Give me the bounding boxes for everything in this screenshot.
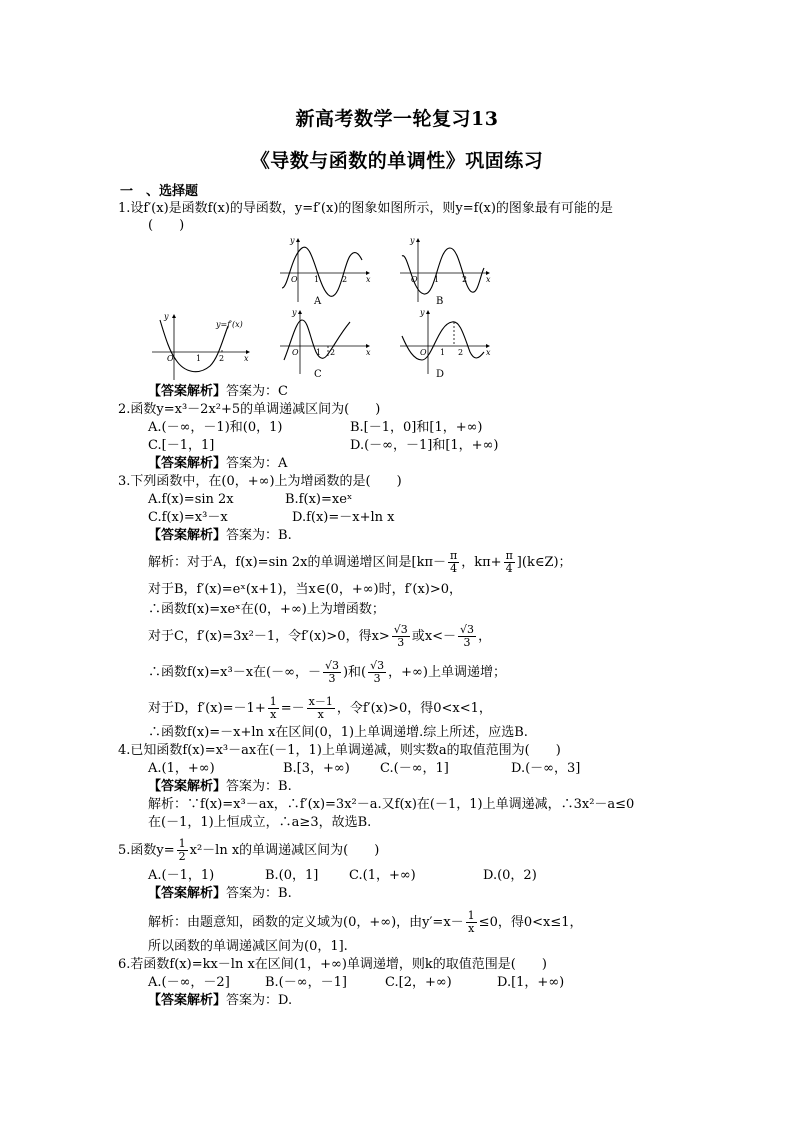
- answer-tag: 【答案解析】: [148, 528, 227, 543]
- q4-stem: 4.已知函数f(x)=x³－ax在(－1，1)上单调递减，则实数a的取值范围为( ): [118, 743, 561, 758]
- q3-answer-text: 答案为：B.: [226, 528, 292, 543]
- q5-answer-text: 答案为：B.: [226, 886, 292, 901]
- text: )和(: [342, 665, 367, 680]
- q2-answer: [148, 455, 287, 472]
- axis-label-x: x: [366, 275, 371, 284]
- numerator: x－1: [308, 695, 333, 708]
- fraction-sqrt3-over-3: [323, 660, 341, 685]
- tick-label-2: 2: [458, 348, 464, 357]
- text: x²－ln x的单调递减区间为( ): [189, 843, 380, 858]
- origin-label: O: [291, 275, 298, 284]
- q4-answer-text: 答案为：B.: [226, 779, 292, 794]
- q2-option-c: C.[－1，1]: [148, 438, 215, 453]
- text: 解析：对于A，f(x)=sin 2x的单调递增区间是[kπ－: [148, 555, 446, 570]
- q3-option-c: C.f(x)=x³－x: [148, 510, 228, 525]
- q2-option-a: A.(－∞，－1)和(0，1): [148, 420, 283, 435]
- fraction-xm1-over-x: [307, 696, 335, 721]
- fraction-1-over-2: [177, 838, 188, 863]
- q4-option-a: A.(1，+∞): [148, 761, 215, 776]
- answer-tag: 【答案解析】: [148, 456, 227, 471]
- origin-label: O: [167, 354, 174, 363]
- q1-paren: ( ): [148, 218, 185, 233]
- tick-label-2: 2: [342, 275, 348, 284]
- q3-solution-d2: ∴函数f(x)=－x+ln x在区间(0，1)上单调递增.综上所述，应选B.: [148, 725, 528, 740]
- text: ≤0，得0<x≤1，: [478, 915, 583, 930]
- answer-tag: 【答案解析】: [148, 993, 227, 1008]
- origin-label: O: [420, 348, 427, 357]
- fraction-1-over-x: [268, 696, 279, 721]
- fraction-sqrt3-over-3: [368, 660, 386, 685]
- title-line-1: 新高考数学一轮复习13: [295, 108, 499, 130]
- q5-stem: [118, 838, 379, 863]
- origin-label: O: [411, 275, 418, 284]
- q1-answer-text: 答案为：C: [226, 384, 288, 399]
- answer-tag: 【答案解析】: [148, 886, 227, 901]
- answer-tag: 【答案解析】: [148, 779, 227, 794]
- graph-given-derivative: [150, 310, 260, 382]
- fraction-pi-over-4: [504, 550, 515, 575]
- fraction-pi-over-4: [448, 550, 459, 575]
- q4-solution-1: 解析：∵f(x)=x³－ax，∴f′(x)=3x²－a.又f(x)在(－1，1)上单调递减，∴3x²－a≤0: [148, 797, 635, 812]
- q4-answer: [148, 778, 292, 795]
- q6-option-d: D.[1，+∞): [497, 975, 565, 990]
- q3-option-d: D.f(x)=－x+ln x: [292, 510, 395, 525]
- q5-solution-1: [148, 910, 583, 935]
- tick-label-1: 1: [314, 275, 320, 284]
- text: 对于C，f′(x)=3x²－1，令f′(x)>0，得x>: [148, 629, 390, 644]
- text: 或x<－: [411, 629, 457, 644]
- q6-option-a: A.(－∞，－2]: [148, 975, 230, 990]
- axis-label-y: y: [290, 236, 295, 245]
- q1-answer: [148, 383, 288, 400]
- q6-stem: 6.若函数f(x)=kx－ln x在区间(1，+∞)单调递增，则k的取值范围是( ): [118, 957, 547, 972]
- text: ，: [478, 629, 492, 644]
- q2-option-d: D.(－∞，－1]和[1，+∞): [350, 438, 499, 453]
- fraction-sqrt3-over-3: [458, 624, 476, 649]
- numerator: 1: [467, 909, 475, 922]
- numerator: √3: [460, 623, 475, 636]
- denominator: x: [468, 922, 475, 935]
- q4-option-b: B.[3，+∞): [283, 761, 350, 776]
- numerator: √3: [370, 659, 385, 672]
- q5-option-d: D.(0，2): [483, 868, 537, 883]
- tick-label-2: 2: [330, 348, 336, 357]
- q4-solution-2: 在(－1，1)上恒成立，∴a≥3，故选B.: [148, 815, 372, 830]
- q2-answer-text: 答案为：A: [226, 456, 288, 471]
- answer-tag: 【答案解析】: [148, 384, 227, 399]
- text: ](k∈Z)；: [516, 555, 572, 570]
- tick-label-1: 1: [316, 348, 322, 357]
- axis-label-y: y: [292, 308, 297, 317]
- q3-solution-c2: [148, 660, 506, 685]
- numerator: 1: [178, 837, 186, 850]
- q1-stem: 1.设f′(x)是函数f(x)的导函数，y=f′(x)的图象如图所示，则y=f(x)的图象最有可能的是: [118, 201, 613, 216]
- given-curve-label: y=f′(x): [216, 320, 243, 329]
- title-line-2: 《导数与函数的单调性》巩固练习: [250, 150, 544, 172]
- q3-solution-a: [148, 550, 572, 575]
- denominator: x: [270, 708, 277, 721]
- axis-label-x: x: [486, 348, 491, 357]
- origin-label: O: [292, 348, 299, 357]
- q6-answer: [148, 992, 292, 1009]
- numerator: √3: [324, 659, 339, 672]
- q6-option-c: C.[2，+∞): [385, 975, 452, 990]
- q3-option-b: B.f(x)=xeˣ: [285, 492, 353, 507]
- fraction-sqrt3-over-3: [392, 624, 410, 649]
- numerator: π: [505, 549, 513, 562]
- tick-label-2: 2: [219, 354, 225, 363]
- denominator: 2: [178, 850, 186, 863]
- axis-label-x: x: [366, 348, 371, 357]
- tick-label-1: 1: [440, 348, 446, 357]
- q2-stem: 2.函数y=x³－2x²+5的单调递减区间为( ): [118, 402, 381, 417]
- option-label-a: A: [314, 296, 322, 307]
- q3-solution-b2: ∴函数f(x)=xeˣ在(0，+∞)上为增函数；: [148, 602, 385, 617]
- numerator: √3: [393, 623, 408, 636]
- denominator: 4: [450, 562, 458, 575]
- denominator: 3: [328, 672, 336, 685]
- axis-label-y: y: [164, 312, 169, 321]
- text: =－: [280, 701, 305, 716]
- q3-stem: 3.下列函数中，在(0，+∞)上为增函数的是( ): [118, 474, 402, 489]
- text: ，令f′(x)>0，得0<x<1，: [336, 701, 492, 716]
- tick-label-2: 2: [462, 275, 468, 284]
- q5-option-a: A.(－1，1): [148, 868, 215, 883]
- numerator: 1: [269, 695, 277, 708]
- q5-option-c: C.(1，+∞): [349, 868, 416, 883]
- q2-option-b: B.[－1，0]和[1，+∞): [350, 420, 483, 435]
- axis-label-y: y: [420, 308, 425, 317]
- q3-solution-c1: [148, 624, 491, 649]
- q4-option-c: C.(－∞，1]: [380, 761, 449, 776]
- text: ∴函数f(x)=x³－x在(－∞，－: [148, 665, 321, 680]
- text: 对于D，f′(x)=－1+: [148, 701, 266, 716]
- option-label-c: C: [314, 369, 322, 380]
- option-label-d: D: [436, 369, 445, 380]
- text: 5.函数y=: [118, 843, 175, 858]
- q5-answer: [148, 885, 292, 902]
- numerator: π: [450, 549, 458, 562]
- denominator: 3: [397, 636, 405, 649]
- denominator: 3: [373, 672, 381, 685]
- graph-option-d: [398, 306, 493, 378]
- option-label-b: B: [436, 296, 444, 307]
- q4-option-d: D.(－∞，3]: [511, 761, 581, 776]
- axis-label-x: x: [486, 275, 491, 284]
- tick-label-1: 1: [434, 275, 440, 284]
- tick-label-1: 1: [196, 354, 202, 363]
- axis-label-y: y: [410, 236, 415, 245]
- axis-label-x: x: [244, 354, 249, 363]
- section-heading: 一 、选择题: [120, 184, 199, 199]
- q3-solution-b1: 对于B，f′(x)=eˣ(x+1)，当x∈(0，+∞)时，f′(x)>0，: [148, 582, 463, 597]
- text: ，+∞)上单调递增；: [388, 665, 506, 680]
- graph-option-b: [398, 234, 493, 306]
- q5-solution-2: 所以函数的单调递减区间为(0，1].: [148, 939, 348, 954]
- q6-option-b: B.(－∞，－1]: [265, 975, 347, 990]
- denominator: x: [317, 708, 324, 721]
- graph-option-a: [278, 234, 373, 306]
- text: ，kπ+: [461, 555, 502, 570]
- denominator: 3: [463, 636, 471, 649]
- graph-option-c: [278, 306, 373, 378]
- q5-option-b: B.(0，1]: [265, 868, 319, 883]
- q6-answer-text: 答案为：D.: [226, 993, 293, 1008]
- q3-answer: [148, 527, 292, 544]
- q3-option-a: A.f(x)=sin 2x: [148, 492, 234, 507]
- q3-solution-d1: [148, 696, 492, 721]
- fraction-1-over-x: [466, 910, 477, 935]
- text: 解析：由题意知，函数的定义域为(0，+∞)，由y′=x－: [148, 915, 464, 930]
- denominator: 4: [505, 562, 513, 575]
